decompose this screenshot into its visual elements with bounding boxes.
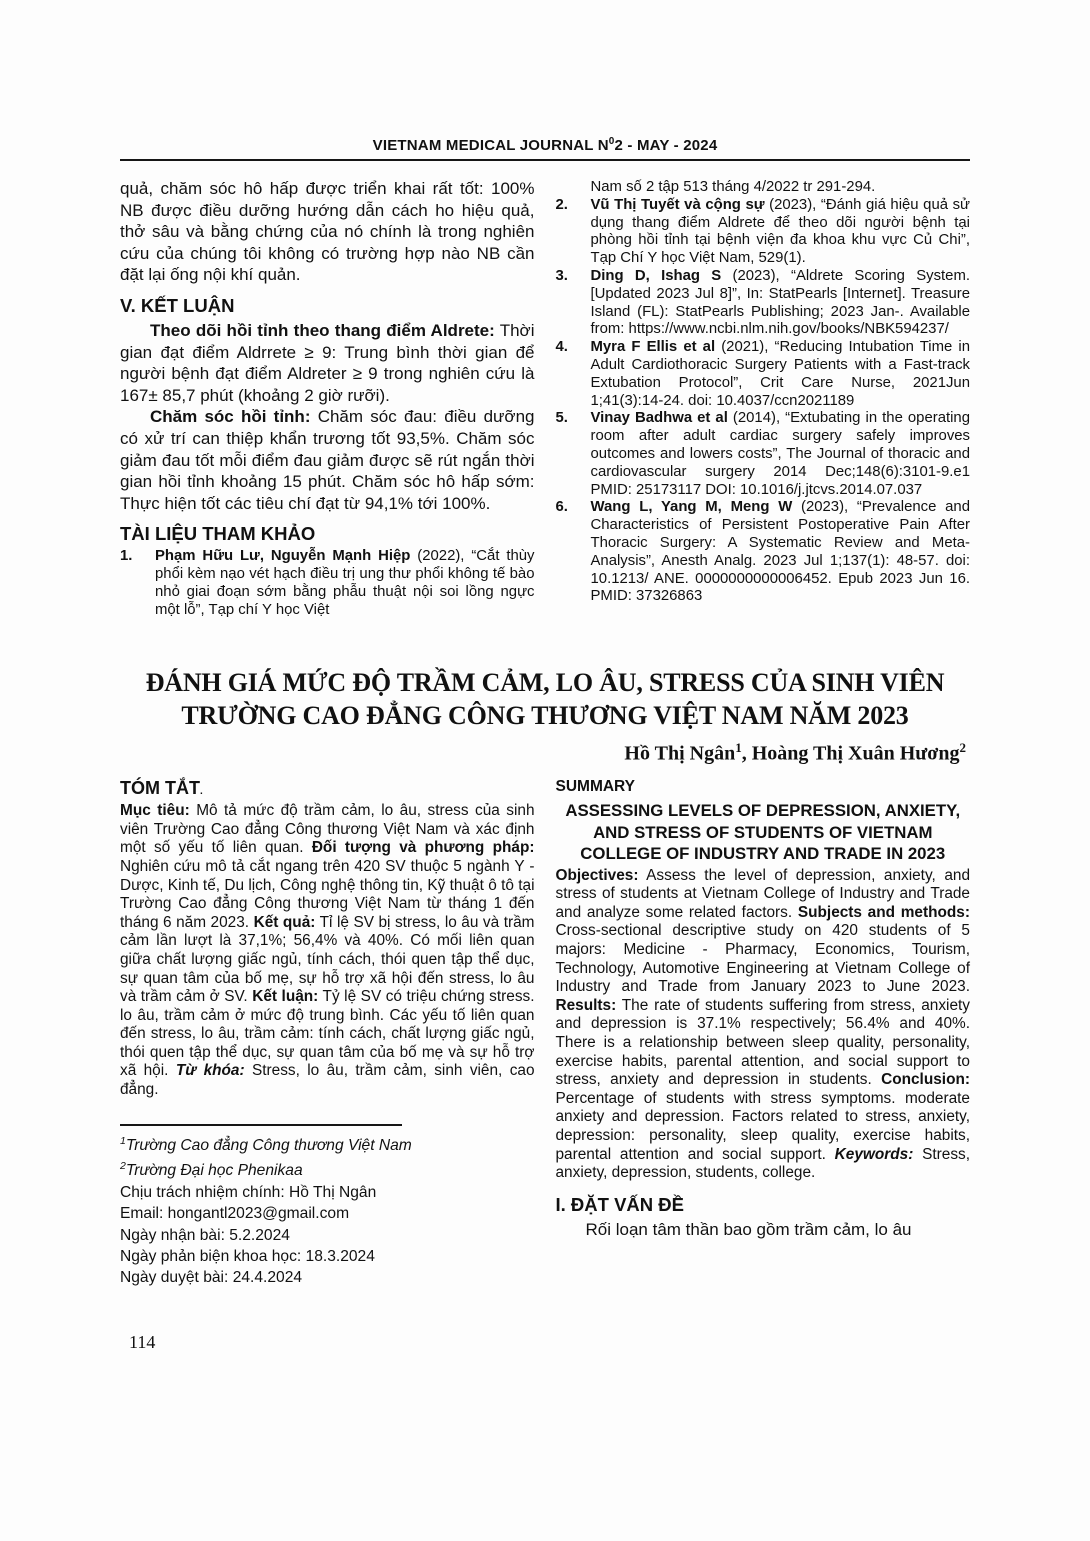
- reference-list-left: [120, 548, 535, 619]
- introduction-first-line: Rối loạn tâm thần bao gồm trầm cảm, lo âu: [585, 1219, 912, 1239]
- reference-text: Phạm Hữu Lư, Nguyễn Mạnh Hiệp (2022), “Cắt thùy phổi kèm nạo vét hạch điều trị ung thư phổi không tế bào nhỏ giai đoạn sớm bằng phẫu thuật nội soi lồng ngực một lỗ”, Tạp chí Y học Việt: [155, 548, 535, 618]
- abstract-vi-heading-dot: .: [199, 786, 203, 798]
- article1-section: [120, 178, 970, 620]
- abstract-vi-heading: [120, 778, 535, 799]
- reference-list-right: [556, 179, 971, 606]
- reference-item-1: [120, 548, 535, 619]
- abstract-en-text: Objectives: Assess the level of depression, anxiety, and stress of students at Vietnam College of Industry and Trade and analyze some related factors. Subjects and methods: Cross-sectional descriptive study on 420 students of 5 majors: Medicine - Pharmacy, Economics, Tourism, Technology, Automotive Engineering at Vietnam College of Industry and Trade from January 2023 to June 2023. Results: The rate of students suffering from stress, anxiety and depression is 37.1% respectively; 56.4% and 40%. There is a relationship between sleep quality, personality, exercise habits, parental attention, and social support to stress, anxiety and depression in students. Conclusion: Percentage of students with stress symptoms. moderate anxiety and depression. Factors related to stress, anxiety, depression: personality, sleep quality, exercise habits, parental attention and social support. Keywords: Stress, anxiety, depression, students, college.: [555, 866, 971, 1182]
- abstract-vi-heading-text: TÓM TẮT: [120, 778, 200, 799]
- footnote-affiliation-1: $^1$Trường Cao đẳng Công thương Việt Nam: [120, 1134, 412, 1154]
- footnote-email: Email: hongantl2023@gmail.com: [120, 1205, 350, 1223]
- reference-item-4: [556, 339, 971, 410]
- reference-number: 2.: [555, 196, 568, 213]
- page-number: 114: [129, 1332, 156, 1352]
- reference-item-6: [556, 499, 971, 606]
- footnote-divider: [120, 1124, 402, 1126]
- footnote-date-received: Ngày nhận bài: 5.2.2024: [120, 1226, 290, 1244]
- reference-text: Ding D, Ishag S (2023), “Aldrete Scoring System. [Updated 2023 Jul 8]”, In: StatPearls [Internet]. Treasure Island (FL): StatPearls Publishing; 2023 Jan-. Available from: https://www.ncbi.nlm.nih.gov/books/NBK594237/: [590, 267, 970, 338]
- reference-text: Myra F Ellis et al (2021), “Reducing Intubation Time in Adult Cardiothoracic Surgery Patients with a Fast-track Extubation Protocol”, Crit Care Nurse, 2021Jun 1;41(3):14-24. doi: 10.4037/ccn2021189: [590, 339, 970, 409]
- article2-header: [120, 666, 970, 766]
- footnote-date-accepted: Ngày duyệt bài: 24.4.2024: [120, 1269, 303, 1287]
- article2-left-column: [120, 778, 535, 1289]
- footnote-corresponding-author: Chịu trách nhiệm chính: Hồ Thị Ngân: [120, 1183, 377, 1201]
- article1-left-column: [120, 178, 535, 620]
- reference-text: Nam số 2 tập 513 tháng 4/2022 tr 291-294.: [590, 179, 876, 195]
- reference-text: Wang L, Yang M, Meng W (2023), “Prevalence and Characteristics of Persistent Postoperative Pain After Thoracic Surgery: A Systematic Review and Meta-Analysis”, Anesth Analg. 2023 Jul 1;137(1): 48-57. doi: 10.1213/ ANE. 0000000000006452. Epub 2023 Jun 16. PMID: 37326863: [590, 499, 970, 605]
- article1-intro-paragraph: quả, chăm sóc hô hấp được triển khai rất tốt: 100% NB được điều dưỡng hướng dẫn cách ho hiệu quả, thở sâu và bằng chứng của nó chính là trong nghiên cứu của chúng tôi không có trường hợp nào NB cần đặt lại ống nội khí quản.: [120, 179, 535, 285]
- reference-item-2: [556, 197, 971, 268]
- reference-item-1-continuation: [556, 179, 971, 197]
- conclusion-paragraph-1: Theo dõi hồi tỉnh theo thang điểm Aldrete: Thời gian đạt điểm Aldrrete ≥ 9: Trung bình thời gian để người bệnh đạt điểm Aldreter ≥ 9 trong nghiên cứu là 167± 85,7 phút (khoảng 2 giờ rưỡi).: [120, 320, 535, 405]
- conclusion-paragraph-2: Chăm sóc hồi tỉnh: Chăm sóc đau: điều dưỡng có xử trí can thiệp khẩn trương tốt 93,5%. Chăm sóc giảm đau tốt mỗi điểm đau giảm được sẽ rút ngắn thời gian hồi tỉnh khoảng 15 phút. Chăm sóc hô hấp sớm: Thực hiện tốt các tiêu chí đạt từ 94,1% tới 100%.: [120, 407, 535, 513]
- summary-heading: SUMMARY: [555, 778, 636, 796]
- reference-number: 5.: [555, 410, 568, 427]
- introduction-heading: I. ĐẶT VẤN ĐỀ: [555, 1193, 684, 1215]
- reference-text: Vũ Thị Tuyết và cộng sự (2023), “Đánh giá hiệu quả sử dụng thang điểm Aldrete để theo dõi người bệnh tại phòng hồi tỉnh tại bệnh viện đa khoa khu vực Củ Chi”, Tạp Chí Y học Việt Nam, 529(1).: [590, 196, 970, 267]
- references-heading: TÀI LIỆU THAM KHẢO: [120, 523, 316, 545]
- reference-item-3: [556, 268, 971, 339]
- conclusion-heading: V. KẾT LUẬN: [120, 294, 235, 316]
- article2-section: [120, 778, 970, 1289]
- article2-right-column: [556, 778, 971, 1289]
- journal-title: VIETNAM MEDICAL JOURNAL $N^02$ - MAY - 2024: [372, 136, 718, 154]
- article-authors: Hồ Thị Ngân$^1$, Hoàng Thị Xuân Hương$^2$: [624, 739, 966, 765]
- abstract-vi-text: Mục tiêu: Mô tả mức độ trầm cảm, lo âu, stress của sinh viên Trường Cao đẳng Công thương Việt Nam và xác định một số yếu tố liên quan. Đối tượng và phương pháp: Nghiên cứu mô tả cắt ngang trên 420 SV thuộc 5 ngành Y - Dược, Kinh tế, Du lịch, Công nghệ thông tin, Kỹ thuật ô tô tại Trường Cao đẳng Công thương Việt Nam từ tháng 1 đến tháng 6 năm 2023. Kết quả: Tỉ lệ SV bị stress, lo âu và trầm cảm lần lượt là 37,1%; 56,4% và 40%. Có mối liên quan giữa chất lượng giấc ngủ, tính cách, thói quen tập thể dục, sự quan tâm của bố mẹ, sự hỗ trợ xã hội đến stress, lo âu và trầm cảm ở SV. Kết luận: Tỷ lệ SV có triệu chứng stress. lo âu, trầm cảm ở mức độ trung bình. Các yếu tố liên quan đến stress, lo âu, trầm cảm: tính cách, chất lượng giấc ngủ, thói quen tập thể dục, sự quan tâm của bố mẹ và sự hỗ trợ xã hội. Từ khóa: Stress, lo âu, trầm cảm, sinh viên, cao đẳng.: [120, 802, 535, 1099]
- running-head: [120, 136, 970, 161]
- reference-number: 6.: [555, 499, 568, 516]
- footnote-affiliation-2: $^2$Trường Đại học Phenikaa: [120, 1160, 303, 1180]
- article-title-line1: ĐÁNH GIÁ MỨC ĐỘ TRẦM CẢM, LO ÂU, STRESS CỦA SINH VIÊN: [145, 667, 945, 697]
- reference-text: Vinay Badhwa et al (2014), “Extubating in the operating room after adult cardiac surgery safely improves outcomes and lowers costs”, The Journal of thoracic and cardiovascular surgery 2014 Dec;148(6):3101-9.e1 PMID: 25173117 DOI: 10.1016/j.jtcvs.2014.07.037: [590, 410, 970, 498]
- footnote-date-reviewed: Ngày phản biện khoa học: 18.3.2024: [120, 1248, 375, 1266]
- summary-title: ASSESSING LEVELS OF DEPRESSION, ANXIETY, AND STRESS OF STUDENTS OF VIETNAM COLLEGE OF INDUSTRY AND TRADE IN 2023: [565, 801, 961, 864]
- article-title-line2: TRƯỜNG CAO ĐẲNG CÔNG THƯƠNG VIỆT NAM NĂM 2023: [181, 701, 909, 730]
- reference-number: 1.: [120, 548, 133, 565]
- article1-right-column: [556, 178, 971, 620]
- reference-number: 4.: [555, 339, 568, 356]
- reference-item-5: [556, 410, 971, 499]
- page-content: [120, 136, 970, 1289]
- reference-number-spacer: [556, 179, 591, 197]
- article-title: [120, 666, 970, 733]
- reference-number: 3.: [555, 267, 568, 284]
- footnote-block: [120, 1124, 535, 1289]
